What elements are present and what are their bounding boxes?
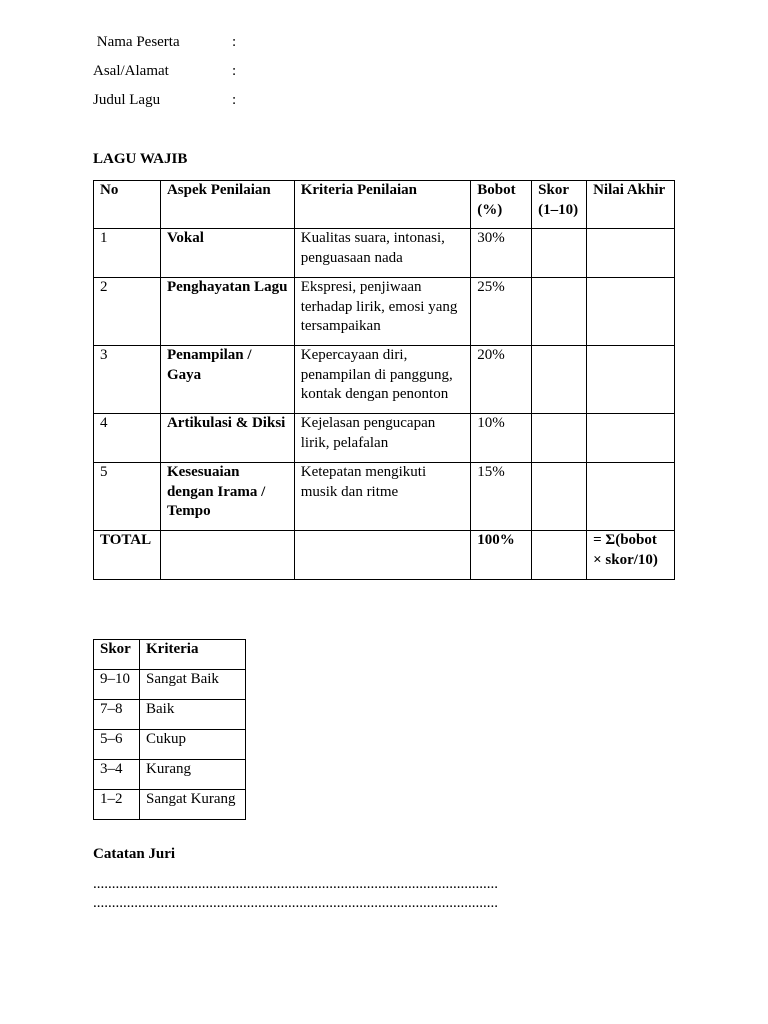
table-row — [94, 278, 675, 346]
cell-kriteria: Sangat Kurang — [140, 790, 246, 820]
cell-empty — [294, 531, 471, 580]
table-header-row — [94, 640, 246, 670]
header-bobot: Bobot (%) — [471, 181, 532, 229]
field-separator: : — [232, 92, 237, 108]
cell-bobot: 10% — [471, 414, 532, 463]
header-kriteria: Kriteria Penilaian — [294, 181, 471, 229]
section-title: LAGU WAJIB — [93, 151, 188, 167]
cell-skor: 9–10 — [94, 670, 140, 700]
cell-no: 1 — [94, 229, 161, 278]
table-row — [94, 760, 246, 790]
cell-aspek: Kesesuaian dengan Irama / Tempo — [160, 463, 294, 531]
header-nilai: Nilai Akhir — [587, 181, 675, 229]
header-skor: Skor — [94, 640, 140, 670]
cell-kriteria: Kurang — [140, 760, 246, 790]
cell-aspek: Artikulasi & Diksi — [160, 414, 294, 463]
cell-aspek: Penghayatan Lagu — [160, 278, 294, 346]
notes-line[interactable]: ............................................................................................................ — [93, 876, 498, 892]
table-row — [94, 790, 246, 820]
header-skor: Skor (1–10) — [532, 181, 587, 229]
notes-line[interactable]: ............................................................................................................ — [93, 895, 498, 911]
cell-no: 3 — [94, 346, 161, 414]
cell-aspek: Penampilan / Gaya — [160, 346, 294, 414]
cell-empty — [160, 531, 294, 580]
cell-skor: 1–2 — [94, 790, 140, 820]
total-label: TOTAL — [94, 531, 161, 580]
cell-kriteria: Kepercayaan diri, penampilan di panggung, kontak dengan penonton — [294, 346, 471, 414]
cell-no: 5 — [94, 463, 161, 531]
field-nama-peserta — [93, 33, 236, 53]
table-row — [94, 463, 675, 531]
cell-nilai[interactable] — [587, 346, 675, 414]
cell-no: 2 — [94, 278, 161, 346]
header-no: No — [94, 181, 161, 229]
cell-skor[interactable] — [532, 414, 587, 463]
table-row — [94, 670, 246, 700]
field-separator: : — [232, 34, 237, 50]
cell-bobot: 15% — [471, 463, 532, 531]
notes-title: Catatan Juri — [93, 846, 176, 862]
cell-skor: 3–4 — [94, 760, 140, 790]
field-separator: : — [232, 63, 237, 79]
header-kriteria: Kriteria — [140, 640, 246, 670]
field-judul-lagu — [93, 91, 236, 111]
table-row — [94, 229, 675, 278]
assessment-table — [93, 180, 675, 580]
field-label: Asal/Alamat — [93, 63, 169, 79]
cell-nilai[interactable] — [587, 463, 675, 531]
cell-skor[interactable] — [532, 463, 587, 531]
table-row — [94, 730, 246, 760]
cell-bobot: 20% — [471, 346, 532, 414]
cell-aspek: Vokal — [160, 229, 294, 278]
header-aspek: Aspek Penilaian — [160, 181, 294, 229]
cell-kriteria: Cukup — [140, 730, 246, 760]
table-header-row — [94, 181, 675, 229]
cell-nilai[interactable] — [587, 414, 675, 463]
total-nilai-formula: = Σ(bobot × skor/10) — [587, 531, 675, 580]
cell-bobot: 25% — [471, 278, 532, 346]
cell-kriteria: Kualitas suara, intonasi, penguasaan nada — [294, 229, 471, 278]
field-asal-alamat — [93, 62, 236, 82]
cell-kriteria: Baik — [140, 700, 246, 730]
cell-no: 4 — [94, 414, 161, 463]
cell-kriteria: Ketepatan mengikuti musik dan ritme — [294, 463, 471, 531]
cell-skor[interactable] — [532, 346, 587, 414]
table-row — [94, 346, 675, 414]
cell-bobot: 30% — [471, 229, 532, 278]
field-label: Nama Peserta — [93, 34, 180, 50]
score-legend-table — [93, 639, 246, 820]
cell-kriteria: Kejelasan pengucapan lirik, pelafalan — [294, 414, 471, 463]
cell-skor[interactable] — [532, 229, 587, 278]
table-row — [94, 414, 675, 463]
cell-skor[interactable] — [532, 278, 587, 346]
cell-nilai[interactable] — [587, 229, 675, 278]
cell-skor: 7–8 — [94, 700, 140, 730]
cell-skor: 5–6 — [94, 730, 140, 760]
field-label: Judul Lagu — [93, 92, 161, 108]
cell-kriteria: Ekspresi, penjiwaan terhadap lirik, emosi yang tersampaikan — [294, 278, 471, 346]
cell-kriteria: Sangat Baik — [140, 670, 246, 700]
table-row — [94, 700, 246, 730]
table-total-row — [94, 531, 675, 580]
total-skor[interactable] — [532, 531, 587, 580]
cell-nilai[interactable] — [587, 278, 675, 346]
total-bobot: 100% — [471, 531, 532, 580]
